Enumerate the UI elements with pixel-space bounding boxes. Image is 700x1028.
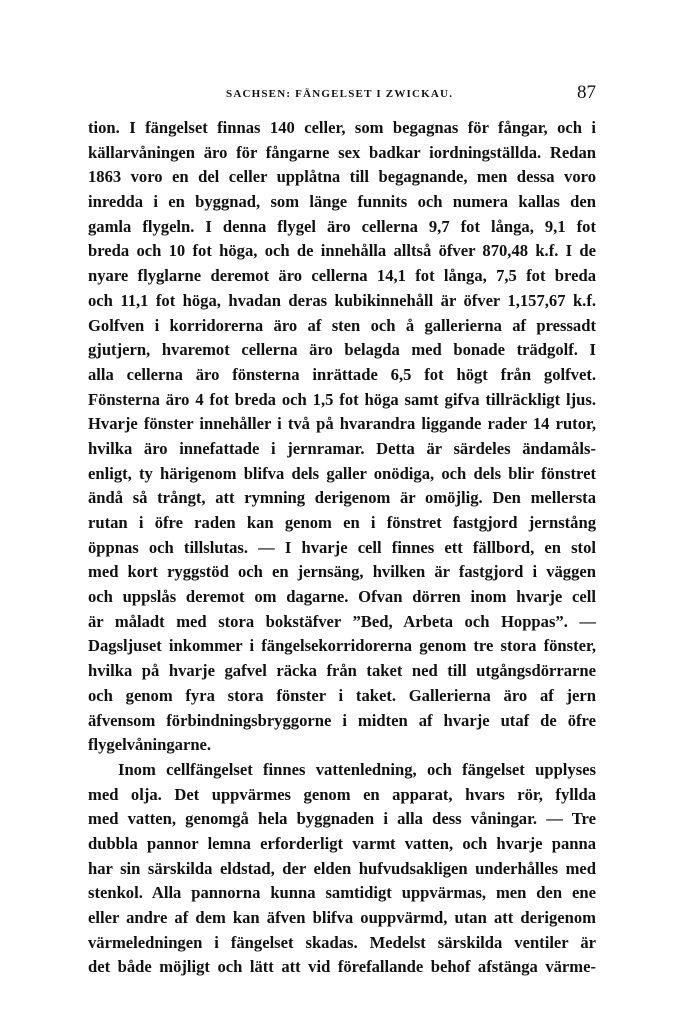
text-line: gamla flygeln. I denna flygel äro cellerna 9,7 fot långa, 9,1 fot (88, 216, 596, 236)
text-line: har sin särskilda eldstad, der elden hufvudsakligen underhålles med (88, 858, 596, 878)
text-line: Fönsterna äro 4 fot breda och 1,5 fot höga samt gifva tillräckligt ljus. (88, 389, 596, 409)
text-line: Dagsljuset inkommer i fängelsekorridorerna genom tre stora fönster, (88, 636, 596, 656)
text-line: öppnas och tillslutas. — I hvarje cell finnes ett fällbord, en stol (88, 537, 596, 557)
paragraph-end-line: flygelvåningarne. (88, 735, 212, 755)
text-line: äfvensom förbindningsbryggorne i midten af hvarje utaf de öfre (88, 710, 596, 730)
text-line: källarvåningen äro för fångarne sex badkar iordningställda. Redan (88, 142, 596, 162)
text-line: är måladt med stora bokstäfver ”Bed, Arbeta och Hoppas”. — (88, 611, 596, 631)
text-line: gjutjern, hvaremot cellerna äro belagda med bonade trädgolf. I (88, 340, 596, 360)
text-line: ändå så trångt, att rymning derigenom är omöjlig. Den mellersta (88, 488, 596, 508)
text-line: och uppslås deremot om dagarne. Ofvan dörren inom hvarje cell (88, 587, 596, 607)
body-text (88, 116, 596, 980)
text-line: Hvarje fönster innehåller i två på hvarandra liggande rader 14 rutor, (88, 414, 596, 434)
text-line: eller andre af dem kan äfven blifva ouppvärmd, utan att derigenom (88, 908, 596, 927)
text-line: enligt, ty härigenom blifva dels galler onödiga, och dels blir fönstret (88, 463, 596, 483)
text-line: alla cellerna äro fönsterna inrättade 6,5 fot högt från golfvet. (88, 364, 596, 384)
text-line: 1863 voro en del celler upplåtna till begagnande, men dessa voro (88, 167, 596, 187)
text-line: hvilka äro innefattade i jernramar. Detta är särdeles ändamåls- (88, 438, 596, 458)
running-header (88, 80, 596, 110)
text-line: med olja. Det uppvärmes genom en apparat, hvars rör, fyllda (88, 784, 596, 804)
text-line: stenkol. Alla pannorna kunna samtidigt uppvärmas, men den ene (88, 883, 596, 903)
text-line: breda och 10 fot höga, och de innehålla alltså öfver 870,48 k.f. I de (88, 241, 596, 261)
text-line: det både möjligt och lätt att vid förefallande behof afstänga värme- (88, 957, 596, 977)
text-line: inredda i en byggnad, som länge funnits och numera kallas den (88, 192, 596, 212)
text-line: rutan i öfre raden kan genom en i fönstret fastgjord jernstång (88, 513, 596, 532)
running-title: SACHSEN: FÄNGELSET I ZWICKAU. (226, 88, 454, 100)
text-line: med vatten, genomgå hela byggnaden i alla dess våningar. — Tre (88, 809, 596, 829)
page-number: 87 (577, 82, 596, 103)
text-line: tion. I fängelset finnas 140 celler, som begagnas för fångar, och i (88, 118, 596, 137)
text-line: hvilka på hvarje gafvel räcka från taket ned till utgångsdörrarne (88, 661, 596, 681)
text-line: värmeledningen i fängelset skadas. Medelst särskilda ventiler är (88, 932, 596, 952)
text-line: och genom fyra stora fönster i taket. Gallerierna äro af jern (88, 685, 596, 705)
text-line: och 11,1 fot höga, hvadan deras kubikinnehåll är öfver 1,157,67 k.f. (88, 290, 596, 310)
text-line: Golfven i korridorerna äro af sten och å gallerierna af pressadt (88, 315, 596, 335)
text-line: med kort ryggstöd och en jernsäng, hvilken är fastgjord i väggen (88, 562, 596, 582)
text-line: dubbla pannor lemna erforderligt varmt vatten, och hvarje panna (88, 833, 596, 853)
paragraph-start-line: Inom cellfängelset finnes vattenledning, och fängelset upplyses (118, 759, 596, 779)
text-line: nyare flyglarne deremot äro cellerna 14,1 fot långa, 7,5 fot breda (88, 266, 596, 286)
